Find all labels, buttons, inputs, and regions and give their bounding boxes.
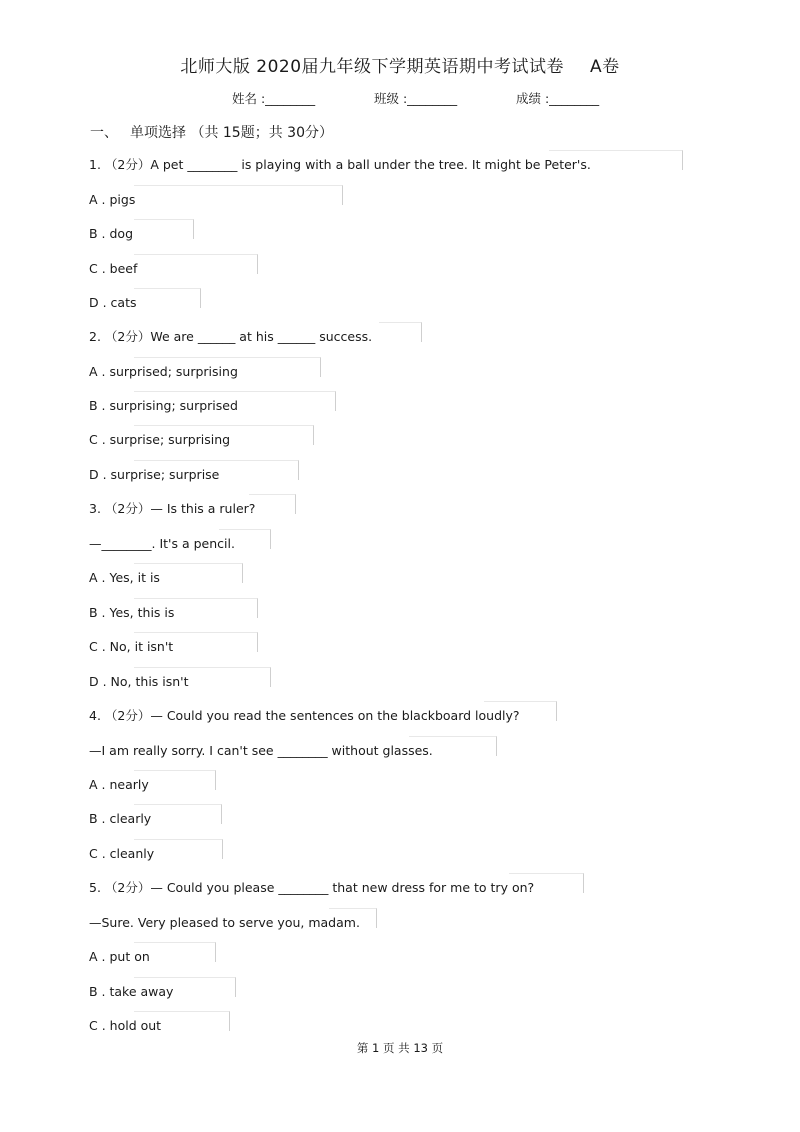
answer-option <box>89 947 150 967</box>
q5-option-a: A . put on <box>89 949 150 964</box>
answer-option <box>89 982 173 1002</box>
q3-option-c: C . No, it isn't <box>89 639 174 654</box>
q3-option-a: A . Yes, it is <box>89 570 160 585</box>
answer-option <box>89 224 133 244</box>
question-5-line2: —Sure. Very pleased to serve you, madam. <box>89 915 360 930</box>
answer-option <box>89 362 238 382</box>
page-title <box>0 52 800 77</box>
question-5-stem: 5. （2分）— Could you please ________ that new dress for me to try on? <box>89 880 535 895</box>
student-info-row <box>232 89 599 107</box>
score-field-label: 成绩 :________ <box>516 91 600 106</box>
answer-option <box>89 259 137 279</box>
answer-option <box>89 190 135 210</box>
q2-option-b: B . surprising; surprised <box>89 398 238 413</box>
question-3-line2: —________. It's a pencil. <box>89 536 235 551</box>
title-suffix: A卷 <box>590 57 620 77</box>
question-line <box>89 534 235 554</box>
q2-option-d: D . surprise; surprise <box>89 467 220 482</box>
class-field-label: 班级 :________ <box>374 91 458 106</box>
q1-option-c: C . beef <box>89 261 138 276</box>
q4-option-a: A . nearly <box>89 777 149 792</box>
answer-option <box>89 637 173 657</box>
q3-option-d: D . No, this isn't <box>89 674 189 689</box>
q1-option-a: A . pigs <box>89 192 136 207</box>
answer-option <box>89 672 189 692</box>
question-4-stem: 4. （2分）— Could you read the sentences on the blackboard loudly? <box>89 708 520 723</box>
answer-option <box>89 396 238 416</box>
answer-option <box>89 568 160 588</box>
q3-option-b: B . Yes, this is <box>89 605 175 620</box>
question-stem <box>89 878 534 898</box>
question-line <box>89 741 433 761</box>
page-footer <box>0 1040 800 1056</box>
question-stem <box>89 327 372 347</box>
section-title: 单项选择 （共 15题；共 30分） <box>130 125 333 141</box>
question-2-stem: 2. （2分）We are ______ at his ______ success. <box>89 329 373 344</box>
question-stem <box>89 155 591 175</box>
question-4-line2: —I am really sorry. I can't see ________ without glasses. <box>89 743 433 758</box>
answer-option <box>89 844 154 864</box>
q4-option-b: B . clearly <box>89 811 152 826</box>
answer-option <box>89 1016 161 1036</box>
answer-option <box>89 809 151 829</box>
q1-option-b: B . dog <box>89 226 134 241</box>
answer-option <box>89 430 230 450</box>
question-line <box>89 913 360 933</box>
answer-option <box>89 603 174 623</box>
section-heading <box>90 122 333 142</box>
page-number: 第 1 页 共 13 页 <box>356 1041 444 1055</box>
name-field-label: 姓名 :________ <box>232 91 316 106</box>
q5-option-b: B . take away <box>89 984 174 999</box>
q2-option-a: A . surprised; surprising <box>89 364 238 379</box>
title-text: 北师大版 2020届九年级下学期英语期中考试试卷 <box>180 57 565 77</box>
q4-option-c: C . cleanly <box>89 846 155 861</box>
question-1-stem: 1. （2分）A pet ________ is playing with a ball under the tree. It might be Peter's. <box>89 157 591 172</box>
section-number: 一、 <box>90 125 118 141</box>
question-3-stem: 3. （2分）— Is this a ruler? <box>89 501 256 516</box>
q5-option-c: C . hold out <box>89 1018 162 1033</box>
answer-option <box>89 775 149 795</box>
question-stem <box>89 706 520 726</box>
answer-option <box>89 293 137 313</box>
q2-option-c: C . surprise; surprising <box>89 432 231 447</box>
question-stem <box>89 499 255 519</box>
q1-option-d: D . cats <box>89 295 137 310</box>
answer-option <box>89 465 219 485</box>
